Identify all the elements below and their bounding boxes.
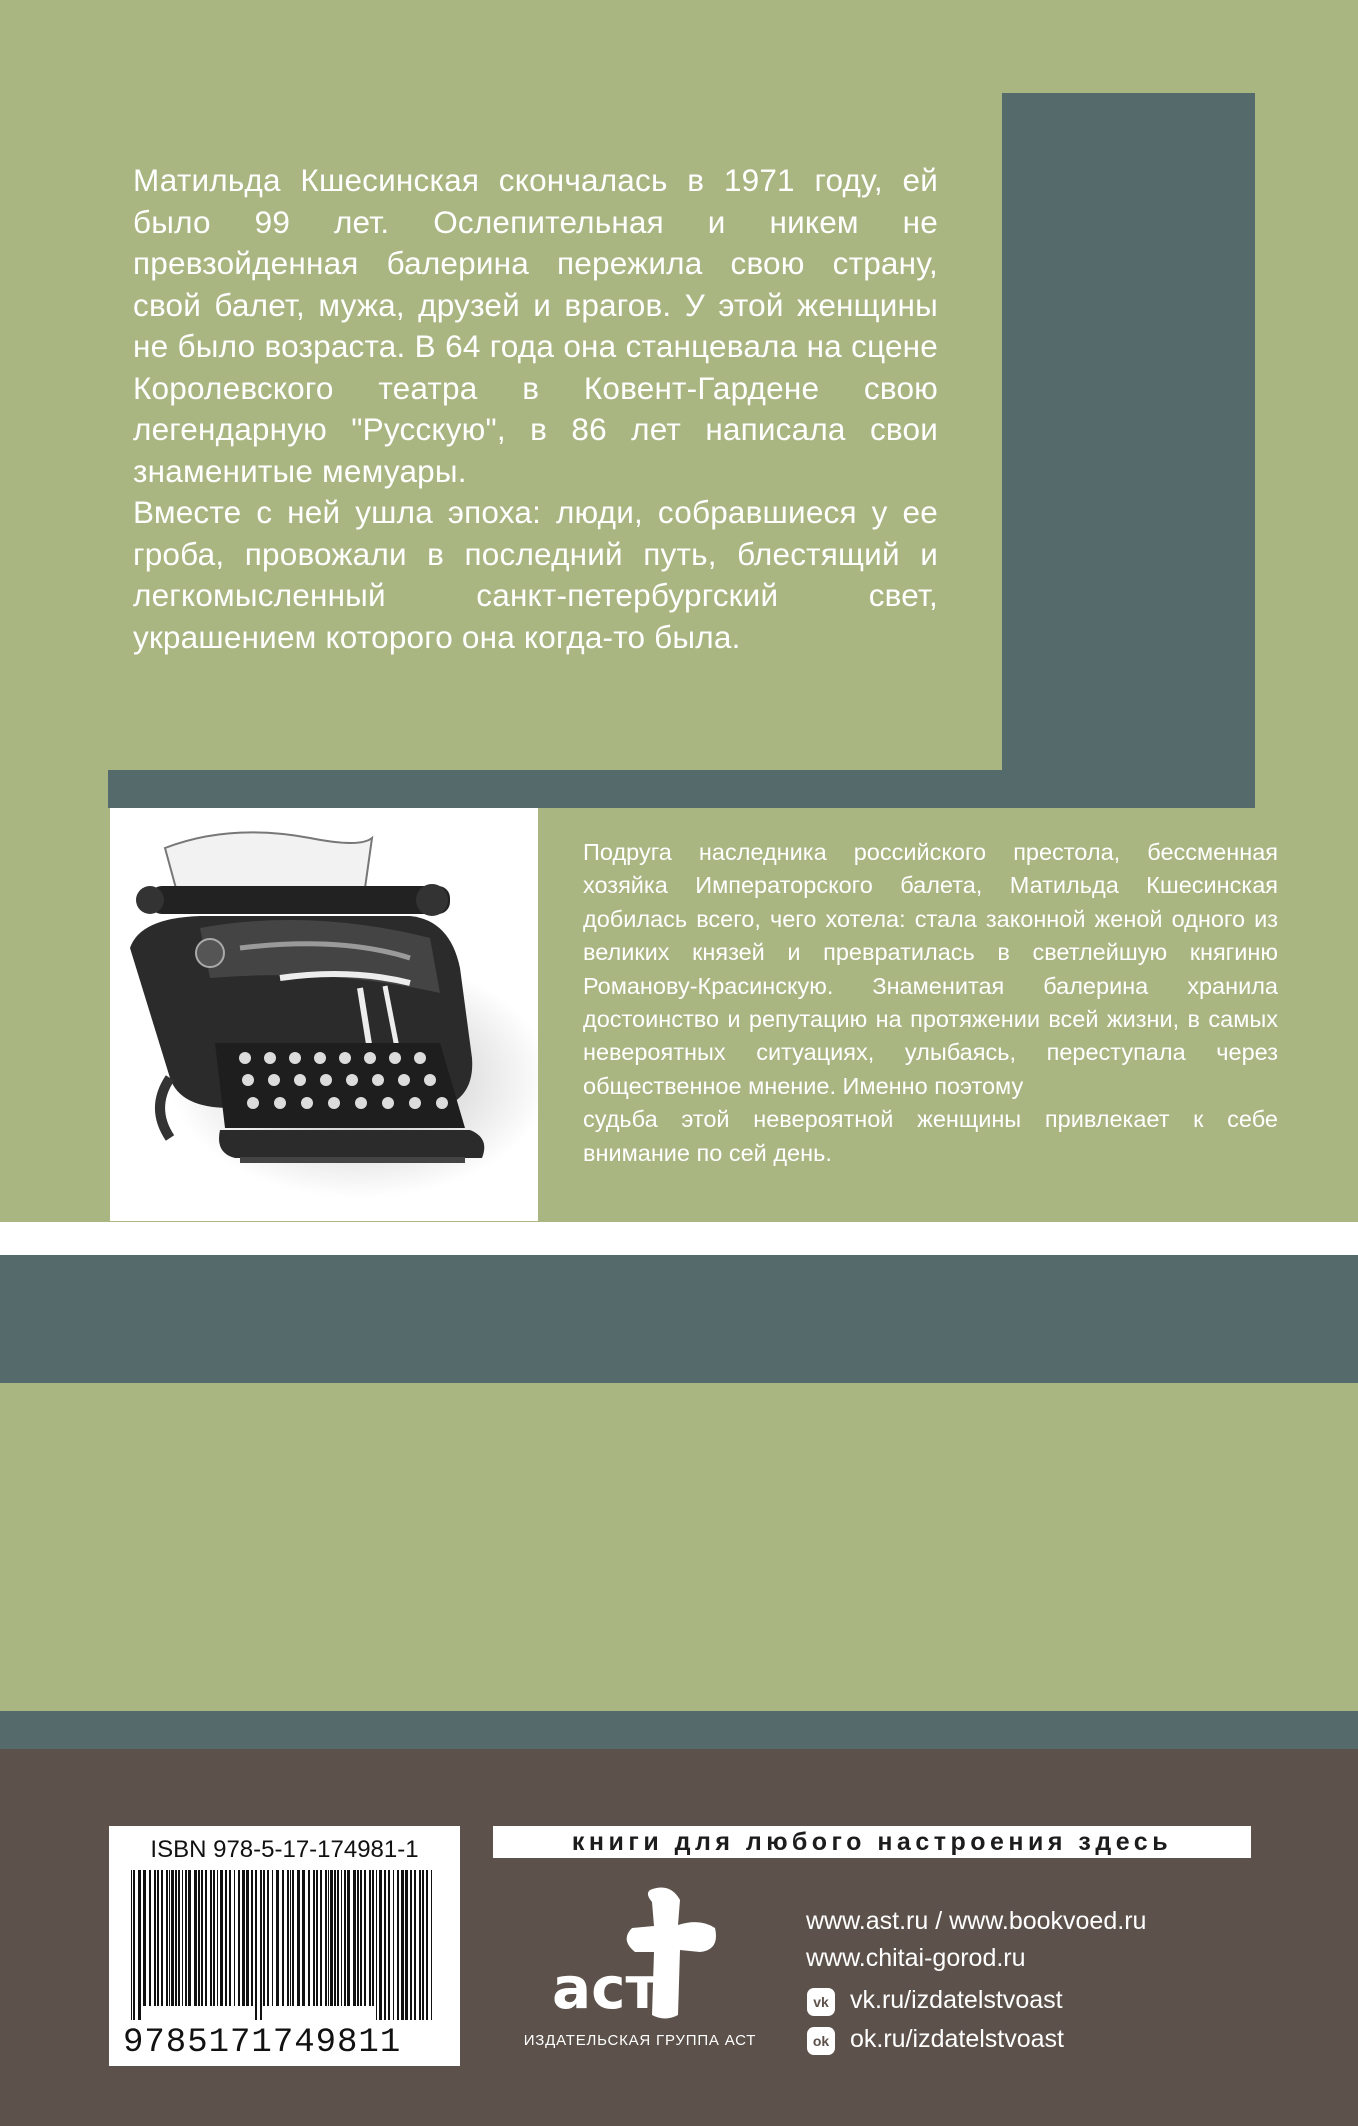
barcode-bar — [166, 1870, 168, 2006]
barcode-bar — [198, 1870, 200, 2006]
barcode-bar — [133, 1870, 135, 2020]
barcode-bar — [431, 1870, 432, 2020]
publisher-logo-icon — [540, 1880, 740, 2030]
barcode-bar — [229, 1870, 231, 2006]
barcode-bar — [267, 1870, 269, 2006]
barcode-bar — [185, 1870, 187, 2006]
ok-icon: ok — [807, 2027, 835, 2055]
barcode-bar — [337, 1870, 339, 2006]
vk-icon: vk — [807, 1988, 835, 2016]
barcode-bar — [379, 1870, 382, 2020]
barcode-bar — [175, 1870, 177, 2006]
barcode-bar — [328, 1870, 329, 2006]
barcode-bar — [242, 1870, 245, 2006]
intro-text — [133, 160, 938, 658]
barcode-bar — [330, 1870, 333, 2006]
typewriter-icon — [110, 808, 538, 1221]
barcode-bar — [251, 1870, 253, 2006]
barcode-bar — [169, 1870, 170, 2006]
barcode-bar — [149, 1870, 151, 2006]
barcode-bar — [308, 1870, 310, 2006]
barcode-bar — [369, 1870, 371, 2006]
slate-block-right — [1002, 93, 1255, 808]
barcode-bar — [201, 1870, 203, 2006]
barcode-bar — [405, 1870, 408, 2020]
barcode-bar — [234, 1870, 235, 2006]
link-chitai-gorod[interactable]: www.chitai-gorod.ru — [806, 1944, 1026, 1972]
barcode-bar — [360, 1870, 362, 2006]
description-paragraph-2: судьба этой невероятной женщины привлекает к себе внимание по сей день. — [583, 1106, 1278, 1166]
barcode-digits: 9785171749811 — [123, 2024, 402, 2062]
barcode-bar — [347, 1870, 350, 2006]
barcode-bar — [194, 1870, 197, 2006]
barcode-bar — [290, 1870, 291, 2006]
barcode-bar — [255, 1870, 257, 2020]
link-ok[interactable]: ok.ru/izdatelstvoast — [850, 2025, 1064, 2053]
barcode-bar — [426, 1870, 428, 2020]
barcode-bar — [220, 1870, 223, 2006]
barcode-bar — [138, 1870, 141, 2020]
description-text — [583, 836, 1278, 1170]
barcode-bar — [302, 1870, 305, 2006]
barcode-bar — [161, 1870, 163, 2006]
barcode-bar — [364, 1870, 366, 2006]
barcode-bar — [178, 1870, 180, 2006]
intro-paragraph-1: Матильда Кшесинская скончалась в 1971 году, ей было 99 лет. Ослепительная и никем не превзойденная балерина пережила свою страну, свой балет, мужа, друзей и врагов. У этой женщины не было возраста. В 64 года она станцевала на сцене Королевского театра в Ковент-Гардене свою легендарную "Русскую", в 86 лет написала свои знаменитые мемуары. — [133, 162, 938, 489]
barcode-bar — [325, 1870, 327, 2006]
barcode-bar — [422, 1870, 424, 2020]
barcode-bar — [260, 1870, 262, 2020]
barcode-bar — [334, 1870, 336, 2006]
barcode-bar — [353, 1870, 356, 2006]
barcode-bar — [171, 1870, 174, 2006]
barcode-bar — [188, 1870, 191, 2006]
logo-text: аст — [552, 1954, 660, 2022]
barcode-bar — [410, 1870, 412, 2020]
barcode-bar — [372, 1870, 374, 2006]
barcode-bar — [217, 1870, 218, 2006]
slogan-bar: книги для любого настроения здесь — [493, 1826, 1251, 1858]
barcode-bar — [143, 1870, 146, 2006]
barcode-bar — [225, 1870, 227, 2006]
barcode-bar — [393, 1870, 394, 2020]
link-ast-bookvoed[interactable]: www.ast.ru / www.bookvoed.ru — [806, 1907, 1147, 1935]
barcode-bar — [282, 1870, 284, 2006]
white-stripe — [0, 1222, 1358, 1255]
barcode-bar — [320, 1870, 322, 2006]
barcode-bar — [182, 1870, 183, 2006]
slate-band-thin — [0, 1711, 1358, 1749]
publisher-caption: ИЗДАТЕЛЬСКАЯ ГРУППА АСТ — [523, 2032, 757, 2049]
isbn-label: ISBN 978-5-17-174981-1 — [150, 1836, 419, 1863]
barcode-bar — [287, 1870, 289, 2006]
barcode-bar — [272, 1870, 273, 2006]
slate-band-middle — [108, 770, 1255, 808]
barcode-bar — [246, 1870, 249, 2006]
barcode-bar — [297, 1870, 300, 2006]
barcode-bar — [397, 1870, 399, 2020]
barcode-bar — [205, 1870, 207, 2006]
barcode-bar — [419, 1870, 421, 2020]
barcode-bar — [210, 1870, 212, 2006]
description-paragraph-1: Подруга наследника российского престола, бессменная хозяйка Императорского балета, Матильда Кшесинская добилась всего, чего хотела: стала законной женой одного из великих князей и превратилась в светлейшую княгиню Романову-Красинскую. Знаменитая балерина хранила достоинство и репутацию на протяжении всей жизни, в самых невероятных ситуациях, улыбаясь, переступала через общественное мнение. Именно поэтому — [583, 839, 1278, 1099]
barcode-bar — [344, 1870, 346, 2006]
barcode-bar — [157, 1870, 159, 2006]
barcode-bar — [316, 1870, 318, 2006]
typewriter-illustration — [110, 808, 538, 1221]
barcode-bar — [263, 1870, 265, 2006]
barcode-bar — [238, 1870, 240, 2006]
barcode-bar — [401, 1870, 404, 2020]
barcode-bar — [154, 1870, 156, 2006]
barcode-bar — [384, 1870, 386, 2020]
link-vk[interactable]: vk.ru/izdatelstvoast — [850, 1986, 1063, 2014]
barcode-icon — [131, 1870, 439, 2020]
barcode-block — [109, 1826, 460, 2066]
barcode-bar — [313, 1870, 315, 2006]
barcode-bar — [131, 1870, 132, 2020]
barcode-bar — [376, 1870, 377, 2020]
barcode-bar — [213, 1870, 215, 2006]
barcode-bar — [388, 1870, 390, 2020]
barcode-bar — [357, 1870, 359, 2006]
green-middle-block — [0, 1383, 1358, 1711]
barcode-bar — [341, 1870, 342, 2006]
intro-paragraph-2: Вместе с ней ушла эпоха: люди, собравшиеся у ее гроба, провожали в последний путь, блестящий и легкомысленный санкт-петербургский свет, украшением которого она когда-то была. — [133, 494, 938, 655]
barcode-bar — [276, 1870, 279, 2006]
barcode-bar — [292, 1870, 294, 2006]
slate-band-wide — [0, 1255, 1358, 1383]
barcode-bar — [414, 1870, 416, 2020]
